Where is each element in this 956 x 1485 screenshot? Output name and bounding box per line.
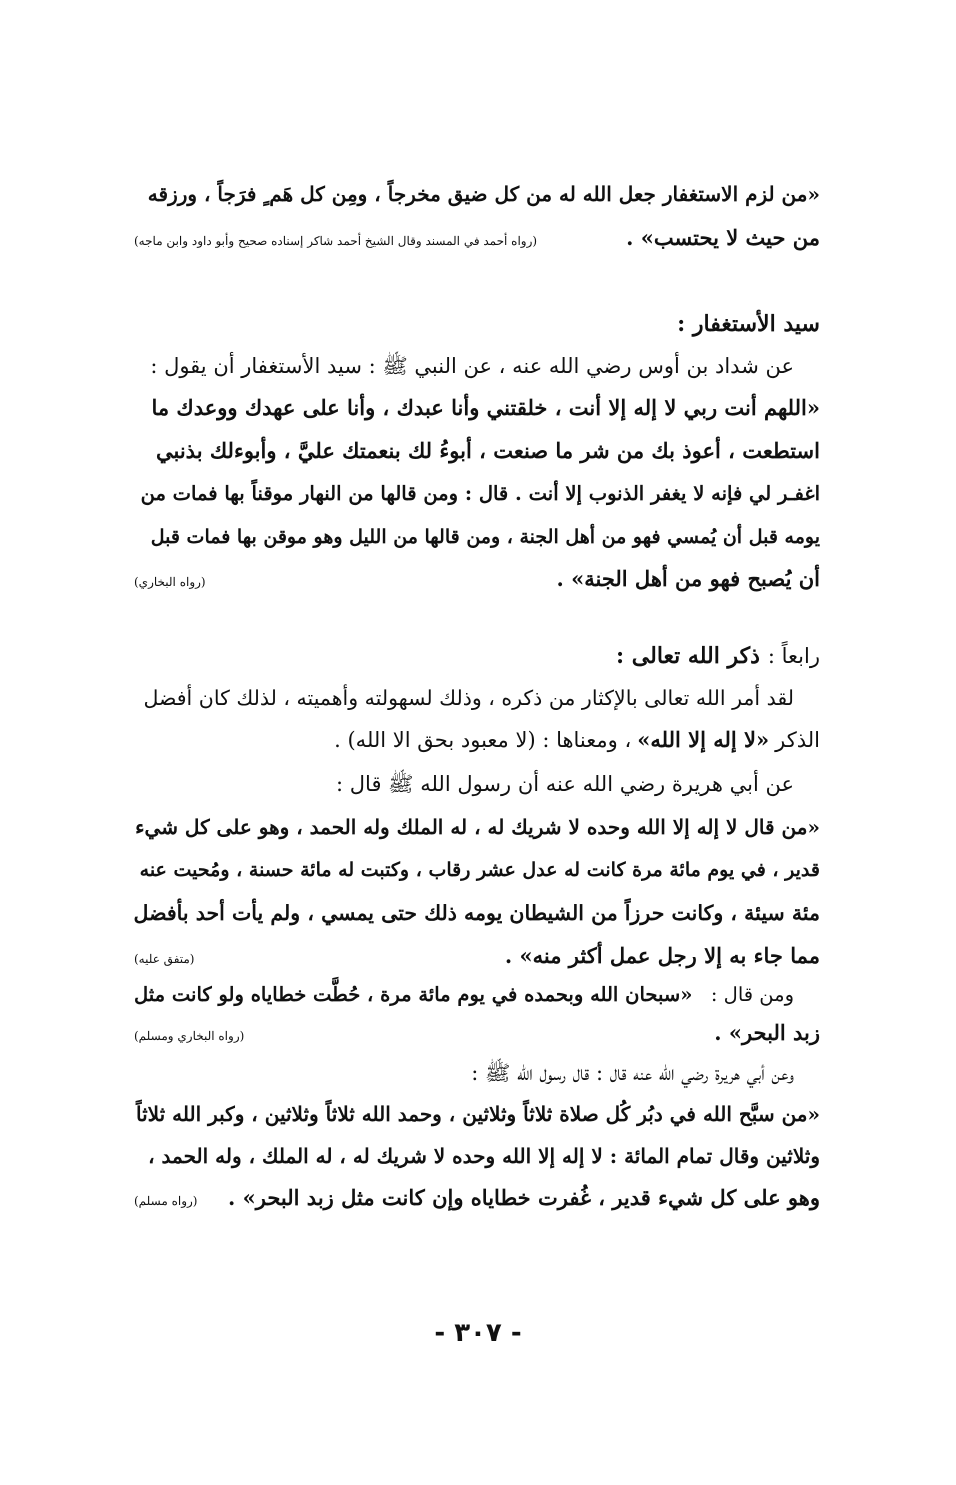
section-heading-prefix: رابعاً : — [767, 644, 820, 668]
text-fragment: «لا إله إلا الله» — [637, 727, 770, 752]
text-fragment: الذكر — [775, 728, 820, 752]
text-fragment: «سبحان الله وبحمده في يوم مائة مرة ، حُطَّت خطاياه ولو كانت مثل — [134, 983, 693, 1006]
source-citation: (متفق عليه) — [134, 952, 195, 966]
text-line: لقد أمر الله تعالى بالإكثار من ذكره ، وذلك لسهولته وأهميته ، لذلك كان أفضل — [143, 686, 794, 710]
text-line-body: وهو على كل شيء قدير ، غُفرت خطاياه وإن كانت مثل زبد البحر» . — [228, 1185, 820, 1210]
text-line-body: من حيث لا يحتسب» . — [626, 225, 820, 250]
text-line-body: مما جاء به إلا رجل عمل أكثر منه» . — [504, 943, 820, 968]
text-line — [134, 1011, 820, 1055]
text-line: عن شداد بن أوس رضي الله عنه ، عن النبي ﷺ : سيد الأستغفار أن يقول : — [150, 354, 794, 378]
text-line-body: أن يُصبح فهو من أهل الجنة» . — [556, 566, 820, 591]
text-fragment: ومن قال : — [710, 983, 794, 1006]
text-line — [134, 934, 820, 978]
text-fragment: ، ومعناها : (لا معبود بحق الا الله) . — [334, 728, 632, 752]
text-line — [134, 718, 820, 762]
text-fragment: عن أبي هريرة رضي الله عنه أن رسول الله ﷺ قال : — [336, 772, 794, 796]
text-line — [134, 557, 820, 601]
text-line: اغفـر لي فإنه لا يغفر الذنوب إلا أنت . قال : ومن قالها من النهار موقناً بها فمات من — [140, 482, 820, 505]
section-heading — [134, 634, 820, 678]
text-line: «من قال لا إله إلا الله وحده لا شريك له ، له الملك وله الحمد ، وهو على كل شيء — [135, 815, 820, 839]
text-line: «اللهم أنت ربي لا إله إلا أنت ، خلقتني وأنا عبدك ، وأنا على عهدك ووعدك ما — [151, 395, 820, 420]
source-citation: (رواه أحمد في المسند وقال الشيخ أحمد شاكر إسناده صحيح وأبو داود وابن ماجه) — [134, 234, 538, 248]
text-line-body: زبد البحر» . — [714, 1020, 820, 1045]
section-heading-text: ذكر الله تعالى : — [616, 643, 760, 669]
text-line: «من سبَّح الله في دبُر كُل صلاة ثلاثاً وثلاثين ، وحمد الله ثلاثاً وثلاثين ، وكبر الله ثلاثاً — [136, 1102, 820, 1126]
text-line — [134, 1051, 820, 1095]
text-line: استطعت ، أعوذ بك من شر ما صنعت ، أبوءُ لك بنعمتك عليَّ ، وأبوءلك بذنبي — [155, 438, 820, 463]
text-line — [134, 1176, 820, 1220]
text-line: «من لزم الاستغفار جعل الله له من كل ضيق مخرجاً ، ومِن كل هَم ٍ فرَجاً ، ورزقه — [147, 182, 820, 206]
text-line: وثلاثين وقال تمام المائة : لا إله إلا الله وحده لا شريك له ، له الملك ، وله الحمد ، — [148, 1144, 820, 1168]
page-number: - ٣٠٧ - — [434, 1318, 522, 1348]
source-citation: (رواه البخاري ومسلم) — [134, 1029, 245, 1043]
source-citation: (رواه البخاري) — [134, 575, 206, 589]
text-fragment: وعن أبي هريرة رضي الله عنه قال : قال رسول الله ﷺ : — [471, 1061, 794, 1085]
text-line: مئة سيئة ، وكانت حرزاً من الشيطان يومه ذلك حتى يمسي ، ولم يأت أحد بأفضل — [133, 901, 820, 925]
text-line — [134, 762, 820, 806]
section-heading — [134, 302, 820, 346]
text-line — [134, 216, 820, 260]
text-line: يومه قبل أن يُمسي فهو من أهل الجنة ، ومن قالها من الليل وهو موقن بها فمات قبل — [150, 526, 820, 548]
section-heading-text: سيد الأستغفار : — [677, 311, 820, 337]
text-line: قدير ، في يوم مائة مرة كانت له عدل عشر رقاب ، وكتبت له مائة حسنة ، ومُحيت عنه — [139, 859, 820, 881]
source-citation: (رواه مسلم) — [134, 1194, 198, 1208]
